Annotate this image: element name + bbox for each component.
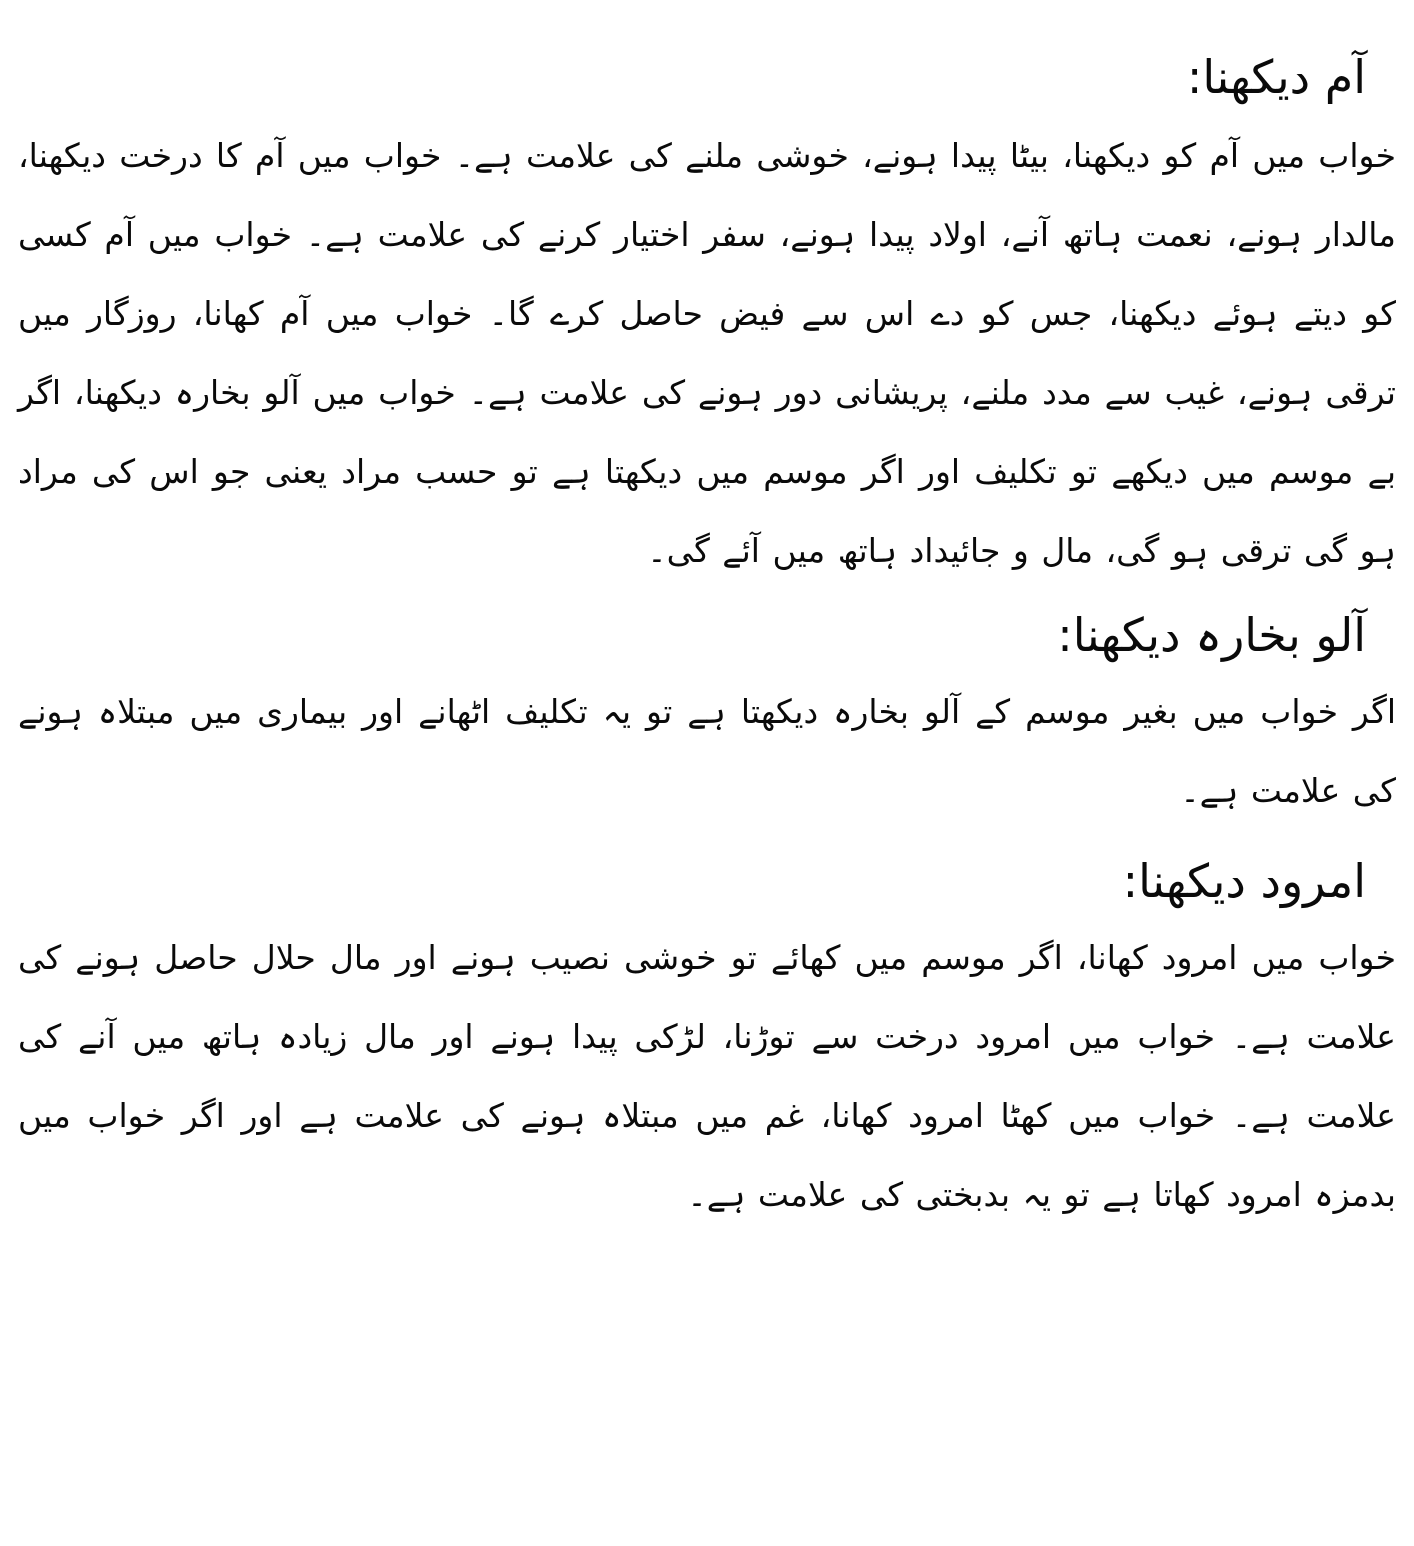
paragraph-guava: خواب میں امرود کھانا، اگر موسم میں کھائے تو خوشی نصیب ہونے اور مال حلال حاصل ہونے کی علامت ہے۔ خواب میں امرود درخت سے توڑنا، لڑکی پیدا ہونے اور مال زیادہ ہاتھ میں آنے کی علامت ہے۔ خواب میں کھٹا امرود کھانا، غم میں مبتلاہ ہونے کی علامت ہے اور اگر خواب میں بدمزہ امرود کھاتا ہے تو یہ بدبختی کی علامت ہے۔ xyxy=(18,938,1396,1214)
document-page xyxy=(18,0,1396,1546)
paragraph-mango: خواب میں آم کو دیکھنا، بیٹا پیدا ہونے، خوشی ملنے کی علامت ہے۔ خواب میں آم کا درخت دیکھنا، مالدار ہونے، نعمت ہاتھ آنے، اولاد پیدا ہونے، سفر اختیار کرنے کی علامت ہے۔ خواب میں آم کسی کو دیتے ہوئے دیکھنا، جس کو دے اس سے فیض حاصل کرے گا۔ خواب میں آم کھانا، روزگار میں ترقی ہونے، غیب سے مدد ملنے، پریشانی دور ہونے کی علامت ہے۔ خواب میں آلو بخارہ دیکھنا، اگر بے موسم میں دیکھے تو تکلیف اور اگر موسم میں دیکھتا ہے تو حسب مراد یعنی جو اس کی مراد ہو گی ترقی ہو گی، مال و جائیداد ہاتھ میں آئے گی۔ xyxy=(18,136,1396,570)
heading-guava: امرود دیکھنا: xyxy=(1122,854,1366,908)
heading-plum: آلو بخارہ دیکھنا: xyxy=(1057,608,1366,662)
paragraph-plum: اگر خواب میں بغیر موسم کے آلو بخارہ دیکھتا ہے تو یہ تکلیف اٹھانے اور بیماری میں مبتلاہ ہونے کی علامت ہے۔ xyxy=(18,692,1396,810)
heading-mango: آم دیکھنا: xyxy=(1186,50,1366,104)
